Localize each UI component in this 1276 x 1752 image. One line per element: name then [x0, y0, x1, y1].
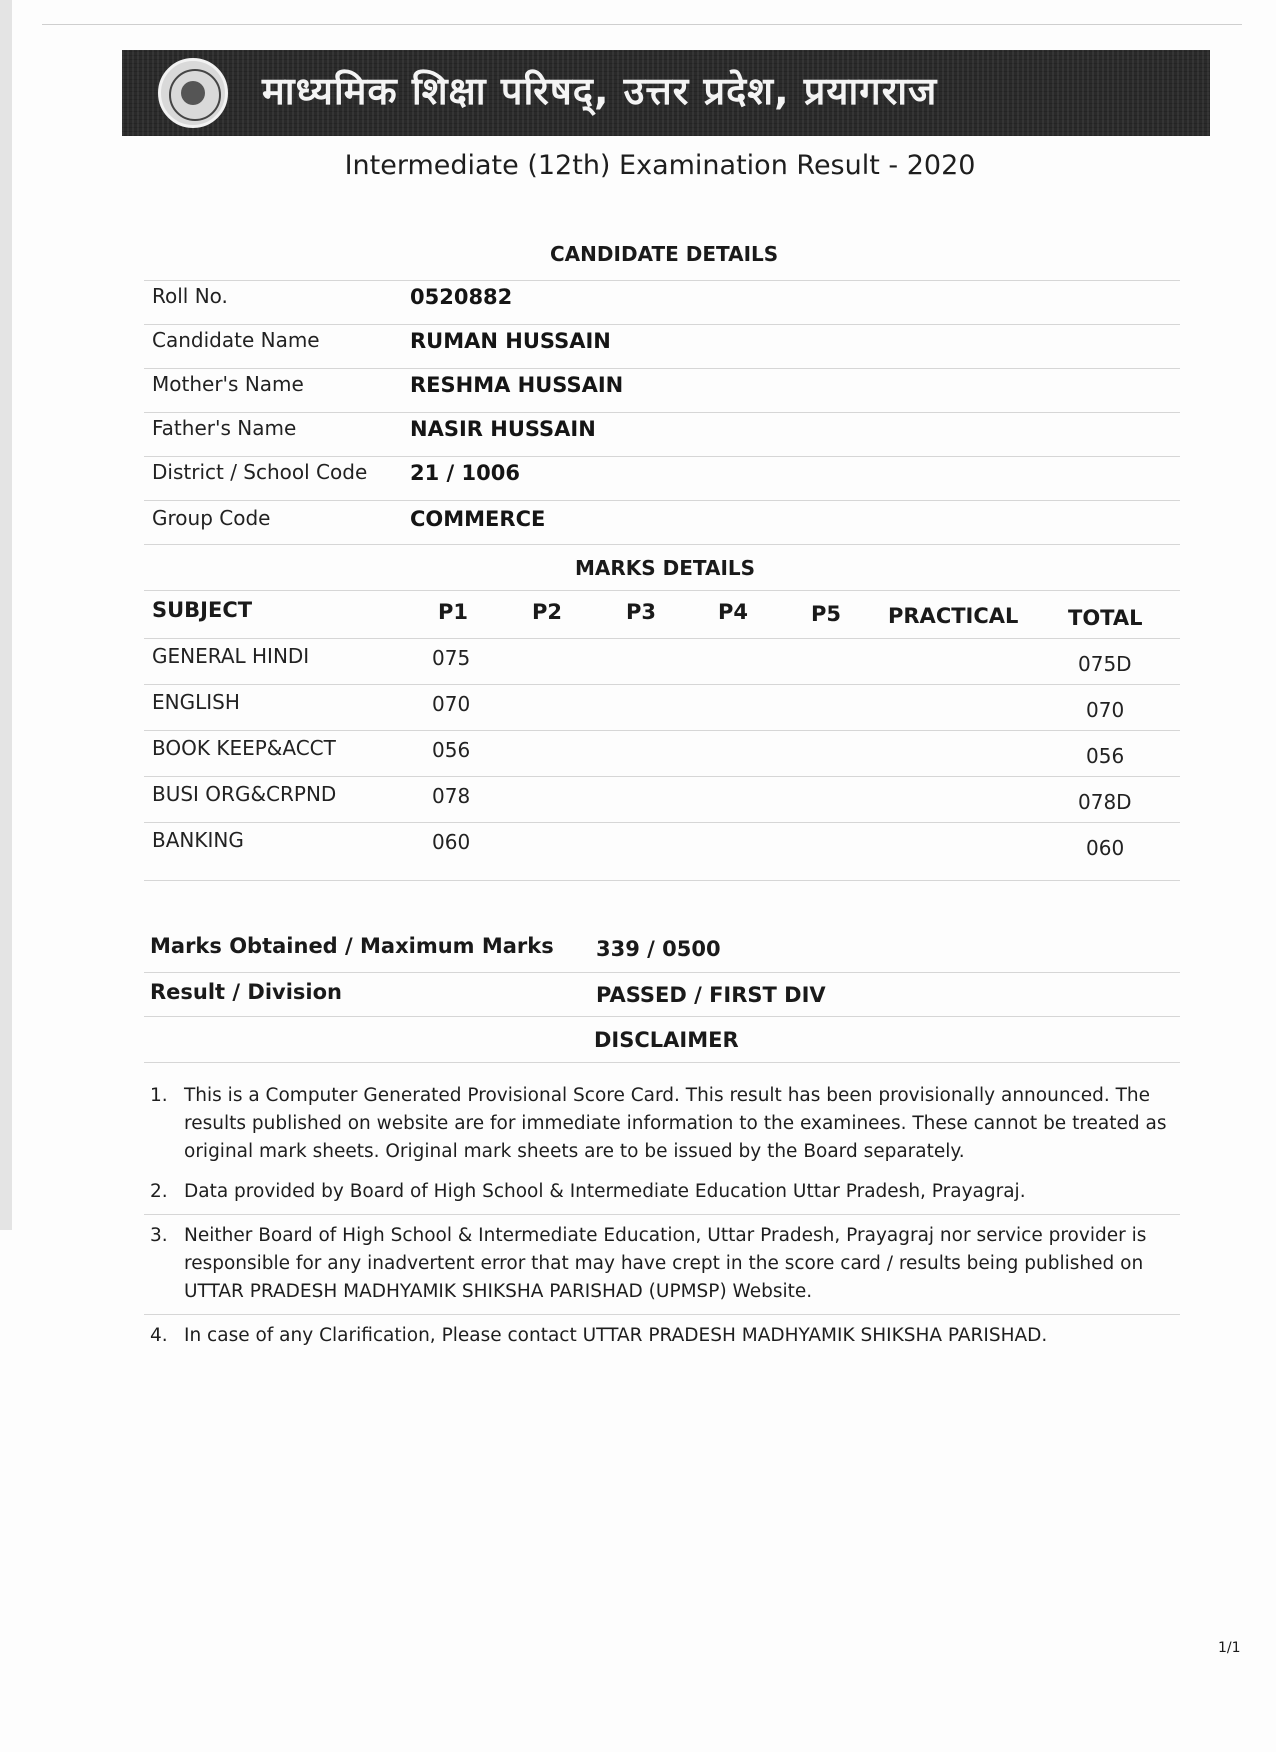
candidate-details-heading: CANDIDATE DETAILS — [550, 242, 779, 266]
divider — [144, 972, 1180, 973]
header-banner — [122, 50, 1210, 136]
col-p3: P3 — [626, 600, 657, 624]
divider — [144, 730, 1180, 731]
subject-name: ENGLISH — [152, 690, 240, 714]
col-p4: P4 — [718, 600, 749, 624]
divider — [144, 324, 1180, 325]
marks-obtained-label: Marks Obtained / Maximum Marks — [150, 934, 554, 958]
divider — [144, 1314, 1180, 1315]
disclaimer-number: 3. — [150, 1225, 168, 1246]
disclaimer-number: 2. — [150, 1181, 168, 1202]
subject-p1: 070 — [432, 692, 471, 716]
mother-name-label: Mother's Name — [152, 372, 304, 396]
district-school-code-value: 21 / 1006 — [410, 461, 520, 485]
subject-total: 060 — [1086, 836, 1125, 860]
subject-p1: 060 — [432, 830, 471, 854]
divider — [144, 1214, 1180, 1215]
col-p2: P2 — [532, 600, 563, 624]
subject-p1: 078 — [432, 784, 471, 808]
disclaimer-item — [150, 1322, 1170, 1350]
col-p5: P5 — [811, 602, 842, 626]
board-name: माध्यमिक शिक्षा परिषद्, उत्तर प्रदेश, प्रयागराज — [262, 69, 938, 113]
divider — [144, 590, 1180, 591]
col-total: TOTAL — [1068, 606, 1143, 630]
divider — [42, 24, 1242, 25]
subject-total: 075D — [1078, 652, 1132, 676]
divider — [144, 1016, 1180, 1017]
disclaimer-item — [150, 1082, 1170, 1166]
subject-total: 056 — [1086, 744, 1125, 768]
divider — [144, 544, 1180, 545]
result-division-label: Result / Division — [150, 980, 342, 1004]
subject-total: 070 — [1086, 698, 1125, 722]
subject-name: GENERAL HINDI — [152, 644, 310, 668]
scan-edge — [0, 0, 12, 1230]
marks-details-heading: MARKS DETAILS — [575, 556, 756, 580]
result-division-value: PASSED / FIRST DIV — [596, 983, 826, 1007]
disclaimer-item — [150, 1222, 1170, 1306]
divider — [144, 280, 1180, 281]
divider — [144, 776, 1180, 777]
disclaimer-heading: DISCLAIMER — [594, 1028, 739, 1052]
subject-name: BANKING — [152, 828, 244, 852]
subject-total: 078D — [1078, 790, 1132, 814]
divider — [144, 822, 1180, 823]
disclaimer-text: Neither Board of High School & Intermediate Education, Uttar Pradesh, Prayagraj nor service provider is responsible for any inadvertent error that may have crept in the score card / results being published on UTTAR PRADESH MADHYAMIK SHIKSHA PARISHAD (UPMSP) Website. — [184, 1225, 1147, 1302]
district-school-code-label: District / School Code — [152, 460, 368, 484]
divider — [144, 456, 1180, 457]
roll-no-value: 0520882 — [410, 285, 513, 309]
subject-p1: 075 — [432, 646, 471, 670]
disclaimer-item — [150, 1178, 1170, 1206]
divider — [144, 880, 1180, 881]
marks-obtained-value: 339 / 0500 — [596, 937, 721, 961]
father-name-value: NASIR HUSSAIN — [410, 417, 596, 441]
subject-name: BOOK KEEP&ACCT — [152, 736, 336, 760]
mother-name-value: RESHMA HUSSAIN — [410, 373, 624, 397]
disclaimer-number: 4. — [150, 1325, 168, 1346]
page-title: Intermediate (12th) Examination Result - 2020 — [344, 150, 976, 181]
candidate-name-label: Candidate Name — [152, 328, 320, 352]
subject-p1: 056 — [432, 738, 471, 762]
col-subject: SUBJECT — [152, 598, 253, 622]
disclaimer-text: In case of any Clarification, Please contact UTTAR PRADESH MADHYAMIK SHIKSHA PARISHAD. — [184, 1325, 1048, 1346]
col-p1: P1 — [438, 600, 469, 624]
roll-no-label: Roll No. — [152, 284, 228, 308]
divider — [144, 500, 1180, 501]
father-name-label: Father's Name — [152, 416, 297, 440]
group-code-label: Group Code — [152, 506, 271, 530]
divider — [144, 412, 1180, 413]
disclaimer-text: Data provided by Board of High School & Intermediate Education Uttar Pradesh, Prayagraj. — [184, 1181, 1026, 1202]
page-number: 1/1 — [1218, 1640, 1241, 1656]
disclaimer-number: 1. — [150, 1085, 168, 1106]
group-code-value: COMMERCE — [410, 507, 546, 531]
divider — [144, 1062, 1180, 1063]
subject-name: BUSI ORG&CRPND — [152, 782, 337, 806]
divider — [144, 368, 1180, 369]
col-practical: PRACTICAL — [888, 604, 1019, 628]
candidate-name-value: RUMAN HUSSAIN — [410, 329, 611, 353]
board-seal-icon — [158, 58, 228, 128]
divider — [144, 638, 1180, 639]
disclaimer-text: This is a Computer Generated Provisional Score Card. This result has been provisionally announced. The results published on website are for immediate information to the examinees. These cannot be treated as original mark sheets. Original mark sheets are to be issued by the Board separately. — [184, 1085, 1167, 1162]
divider — [144, 684, 1180, 685]
